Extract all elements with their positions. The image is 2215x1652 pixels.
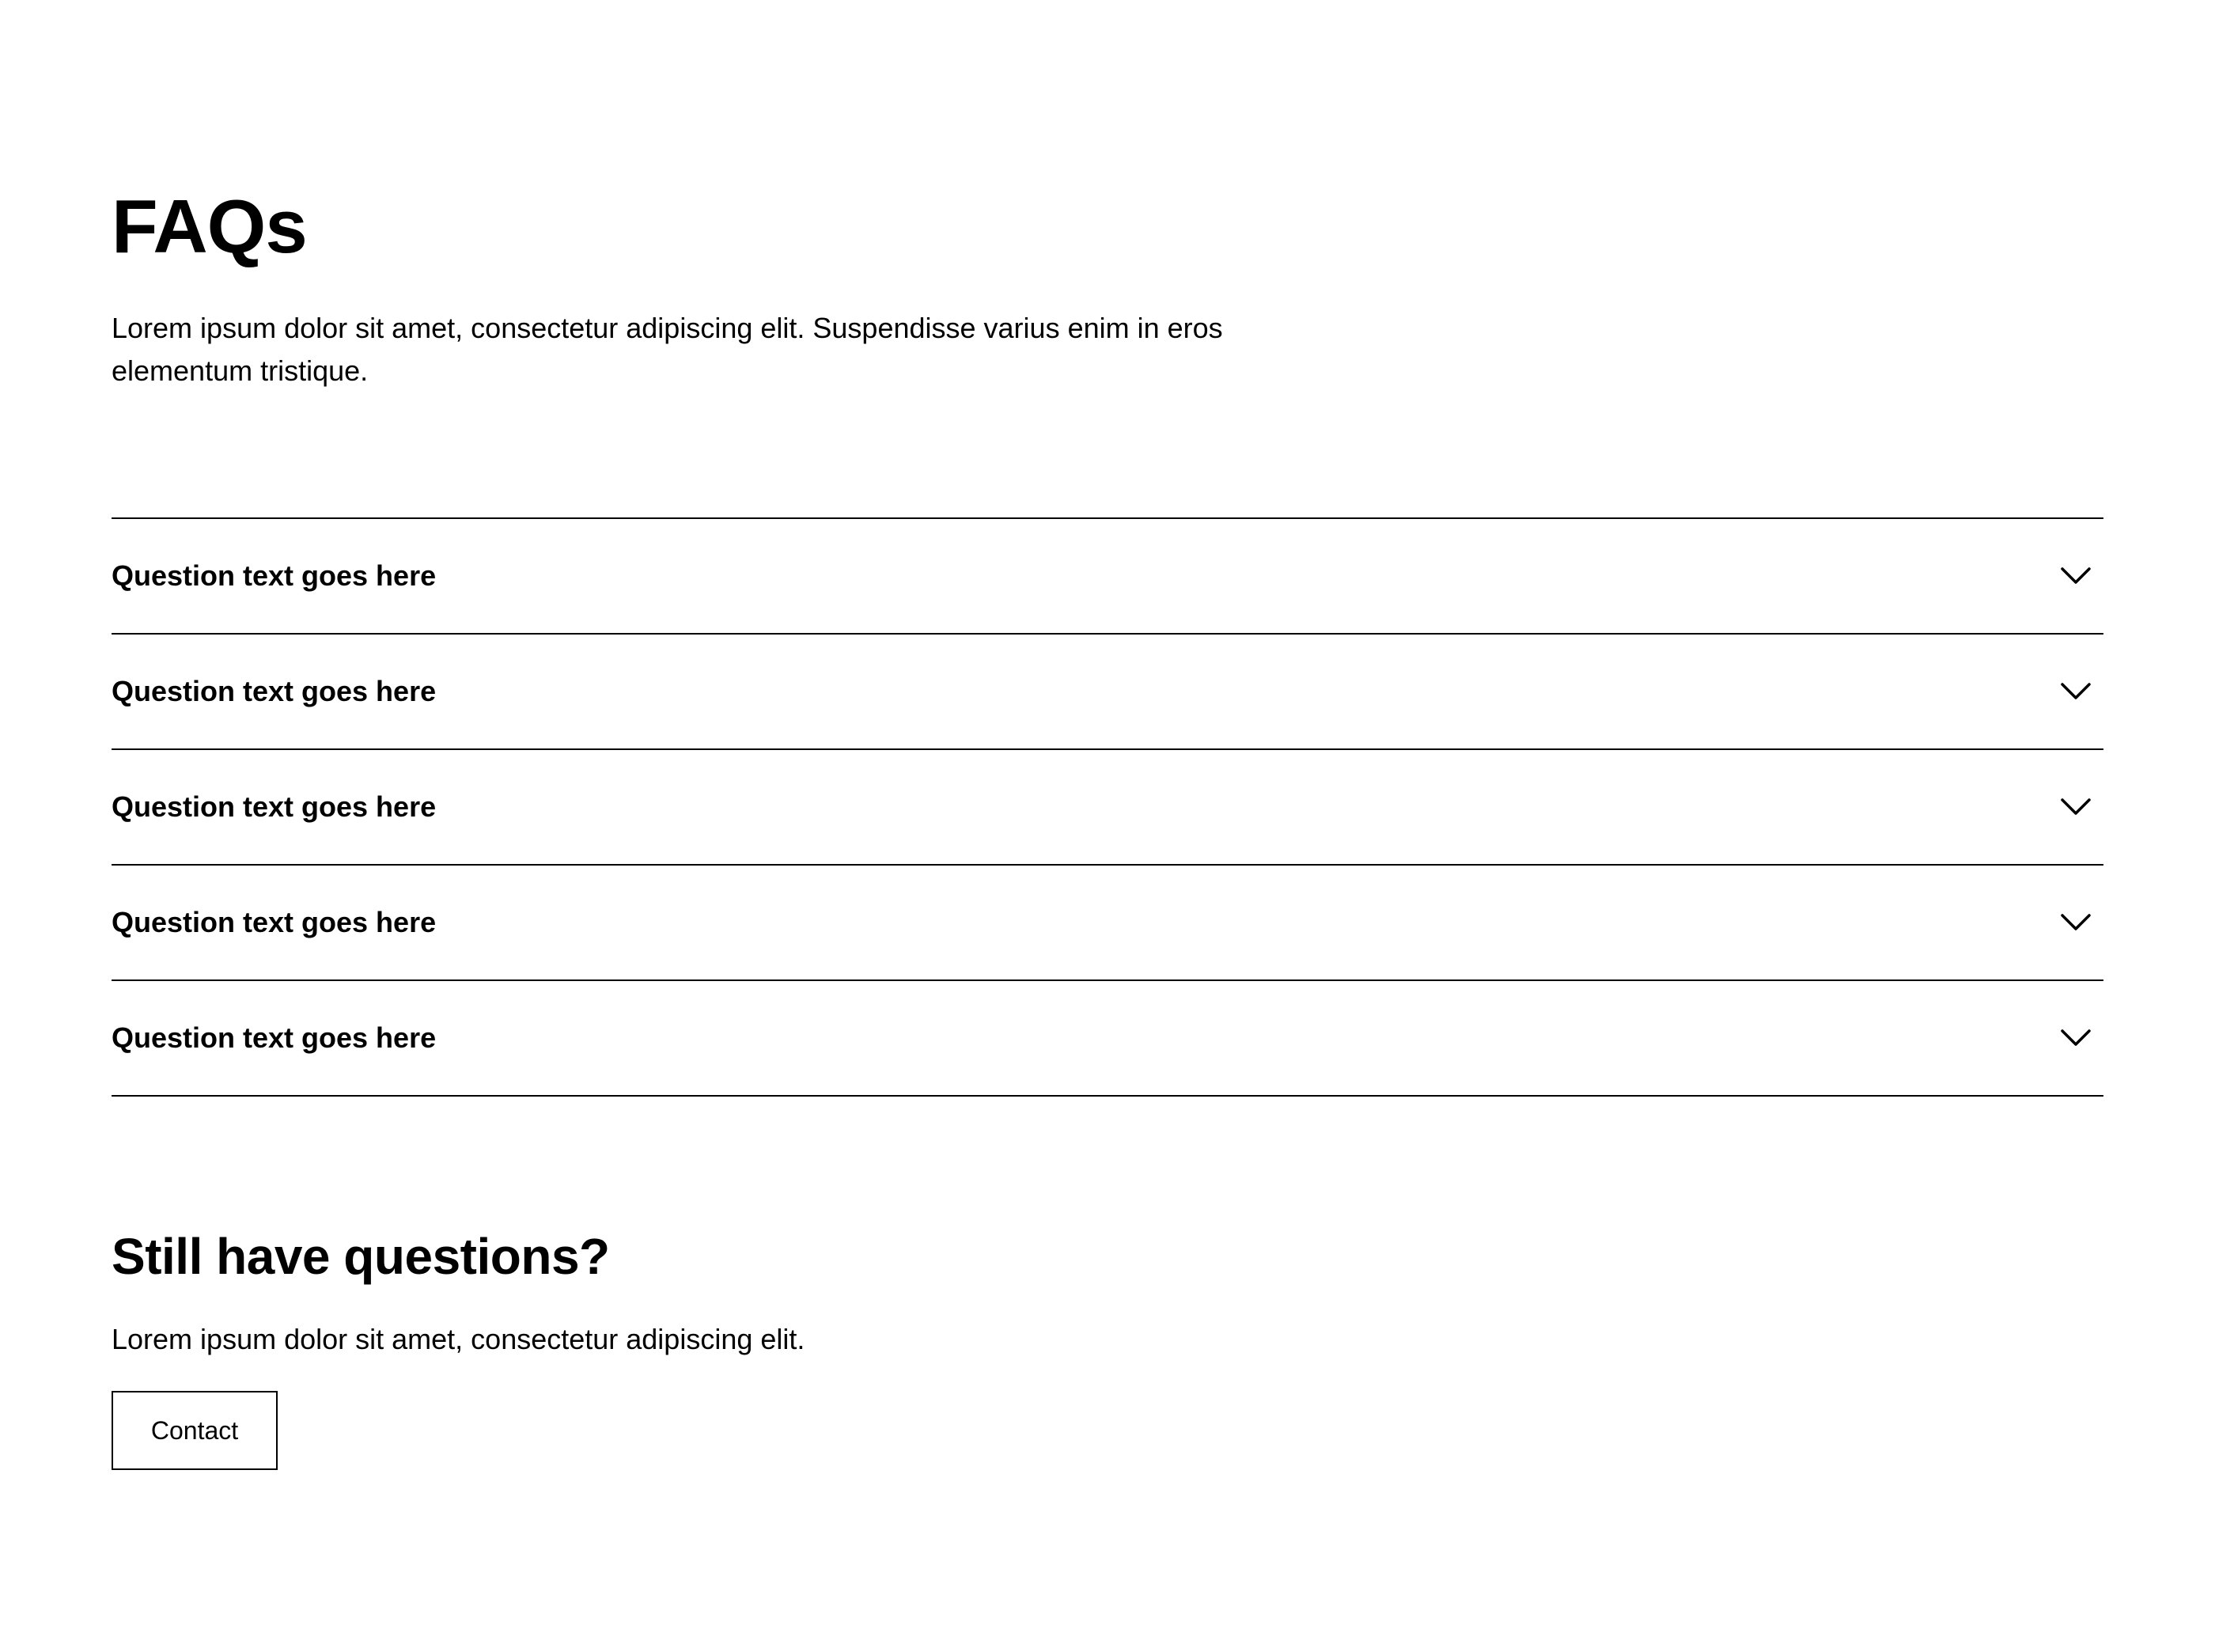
chevron-down-icon[interactable] <box>2060 676 2092 707</box>
faq-question: Question text goes here <box>112 559 437 592</box>
faq-question: Question text goes here <box>112 790 437 823</box>
chevron-down-icon[interactable] <box>2060 1022 2092 1054</box>
contact-cta <box>112 1225 2103 1470</box>
chevron-down-icon[interactable] <box>2060 907 2092 938</box>
faq-list <box>112 517 2103 1097</box>
faq-item[interactable] <box>112 866 2103 981</box>
faq-question: Question text goes here <box>112 906 437 938</box>
intro-text: Lorem ipsum dolor sit amet, consectetur adipiscing elit. Suspendisse varius enim in eros elementum tristique. <box>112 312 1223 387</box>
contact-button[interactable]: Contact <box>112 1391 278 1470</box>
chevron-down-icon[interactable] <box>2060 560 2092 592</box>
faq-item[interactable] <box>112 981 2103 1097</box>
faq-item[interactable] <box>112 519 2103 635</box>
cta-title: Still have questions? <box>112 1228 610 1285</box>
cta-text: Lorem ipsum dolor sit amet, consectetur adipiscing elit. <box>112 1323 805 1355</box>
faq-question: Question text goes here <box>112 675 437 707</box>
faq-question: Question text goes here <box>112 1021 437 1054</box>
faq-header <box>112 180 2103 392</box>
page-title: FAQs <box>112 184 307 269</box>
chevron-down-icon[interactable] <box>2060 791 2092 823</box>
faq-item[interactable] <box>112 750 2103 866</box>
faq-item[interactable] <box>112 635 2103 750</box>
